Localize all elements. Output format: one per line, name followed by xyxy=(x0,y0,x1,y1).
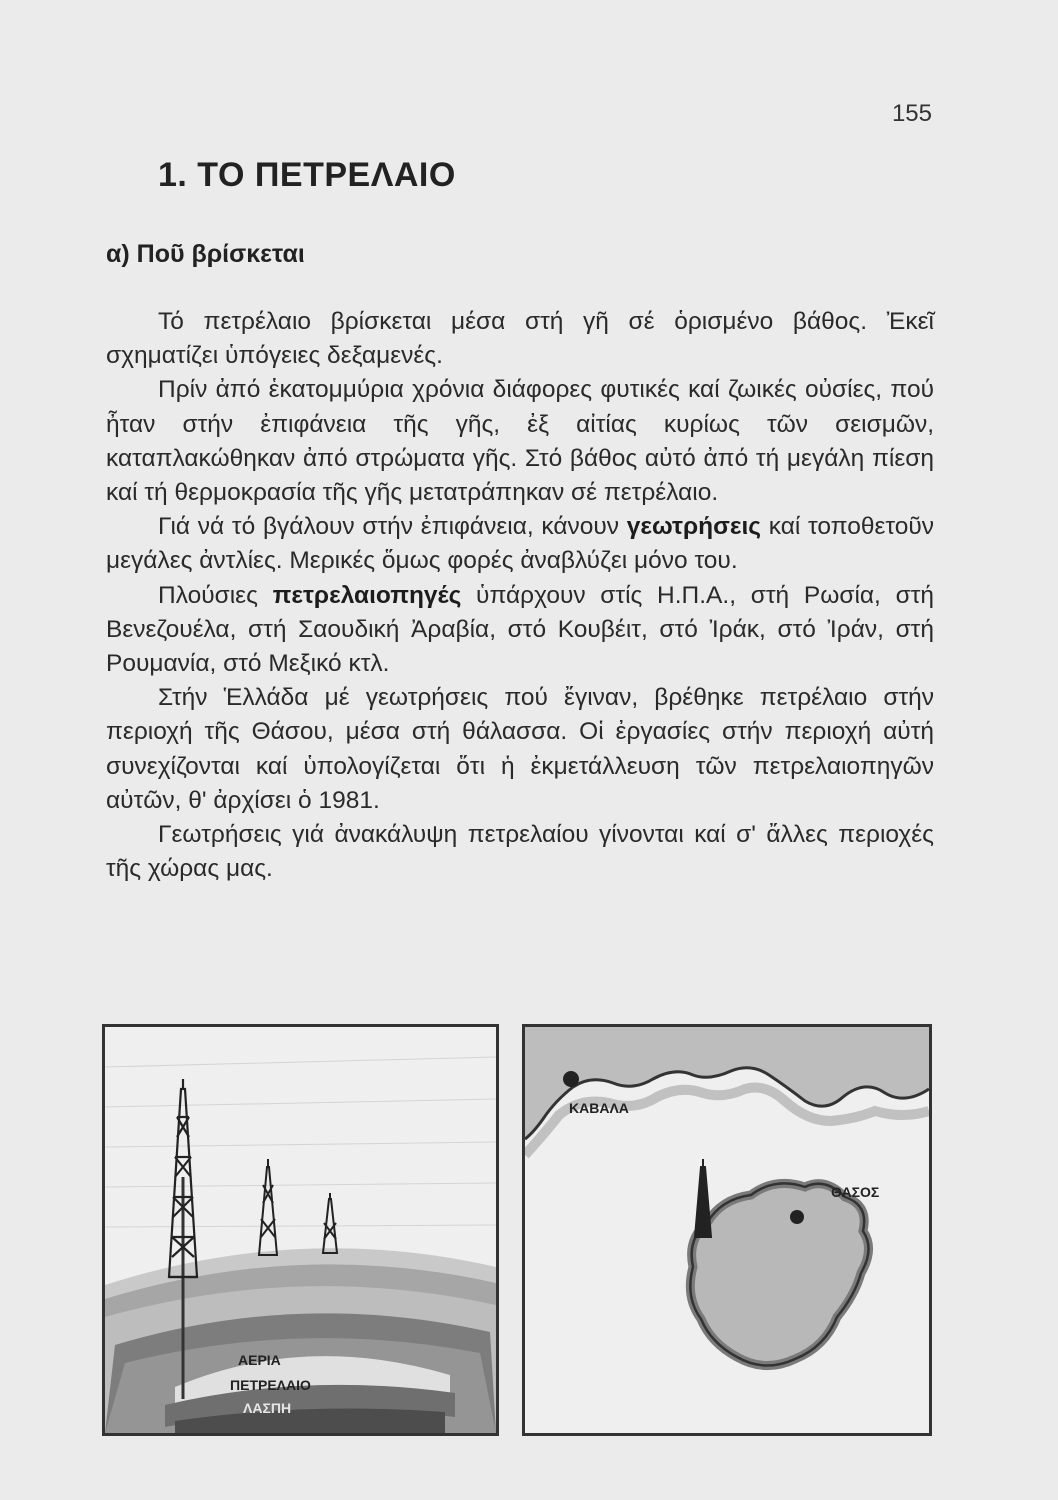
label-gas: ΑΕΡΙΑ xyxy=(238,1352,281,1368)
paragraph-3 xyxy=(106,510,934,578)
section-heading: α) Ποῦ βρίσκεται xyxy=(106,240,305,268)
oil-well-drawing xyxy=(105,1027,496,1433)
page-number: 155 xyxy=(891,100,932,127)
paragraph-3-text-b: καί τοποθετοῦν μεγάλες ἀντλίες. Μερικές ὅμως φορές ἀναβλύζει μόνο του. xyxy=(106,513,934,575)
body-text xyxy=(106,305,934,886)
paragraph-2: Πρίν ἀπό ἑκατομμύρια χρόνια διάφορες φυτικές καί ζωικές οὐσίες, πού ἦταν στήν ἐπιφάνεια τῆς γῆς, ἐξ αἰτίας κυρίως τῶν σεισμῶν, καταπλακώθηκαν ἀπό στρώματα γῆς. Στό βάθος αὐτό ἀπό τή μεγάλη πίεση καί τή θερμοκρασία τῆς γῆς μετατράπηκαν σέ πετρέλαιο. xyxy=(106,376,934,507)
label-mud: ΛΑΣΠΗ xyxy=(243,1400,292,1416)
label-kavala: ΚΑΒΑΛΑ xyxy=(569,1100,629,1116)
paragraph-4 xyxy=(106,579,934,682)
label-thasos: ΘΑΣΟΣ xyxy=(831,1184,880,1200)
paragraph-4-text-b: ὑπάρχουν στίς Η.Π.Α., στή Ρωσία, στή Βενεζουέλα, στή Σαουδική Ἀραβία, στό Κουβέιτ, στό Ἰράκ, στό Ἰράν, στή Ρουμανία, στό Μεξικό κτλ. xyxy=(106,581,935,678)
thasos-map xyxy=(522,1024,932,1436)
kavala-marker xyxy=(563,1071,579,1087)
paragraph-1: Τό πετρέλαιο βρίσκεται μέσα στή γῆ σέ ὁρισμένο βάθος. Ἐκεῖ σχηματίζει ὑπόγειες δεξαμενές. xyxy=(106,308,934,370)
thasos-map-drawing xyxy=(525,1027,929,1433)
chapter-title: 1. ΤΟ ΠΕΤΡΕΛΑΙΟ xyxy=(158,156,456,194)
label-oil: ΠΕΤΡΕΛΑΙΟ xyxy=(230,1377,311,1393)
term-oil-springs: πετρελαιοπηγές xyxy=(272,581,462,609)
paragraph-3-text-a: Γιά νά τό βγάλουν στήν ἐπιφάνεια, κάνουν xyxy=(158,513,627,541)
paragraph-5: Στήν Ἑλλάδα μέ γεωτρήσεις πού ἔγιναν, βρέθηκε πετρέλαιο στήν περιοχή τῆς Θάσου, μέσα στή θάλασσα. Οἱ ἐργασίες στήν περιοχή αὐτή συνεχίζονται καί ὑπολογίζεται ὅτι ἡ ἐκμετάλλευση τῶν πετρελαιοπηγῶν αὐτῶν, θ' ἀρχίσει ὁ 1981. xyxy=(106,684,934,814)
thasos-marker xyxy=(790,1210,804,1224)
oil-well-illustration xyxy=(102,1024,499,1436)
term-drillings: γεωτρήσεις xyxy=(626,513,762,541)
paragraph-6: Γεωτρήσεις γιά ἀνακάλυψη πετρελαίου γίνονται καί σ' ἄλλες περιοχές τῆς χώρας μας. xyxy=(106,821,934,883)
paragraph-4-text-a: Πλούσιες xyxy=(158,581,273,609)
